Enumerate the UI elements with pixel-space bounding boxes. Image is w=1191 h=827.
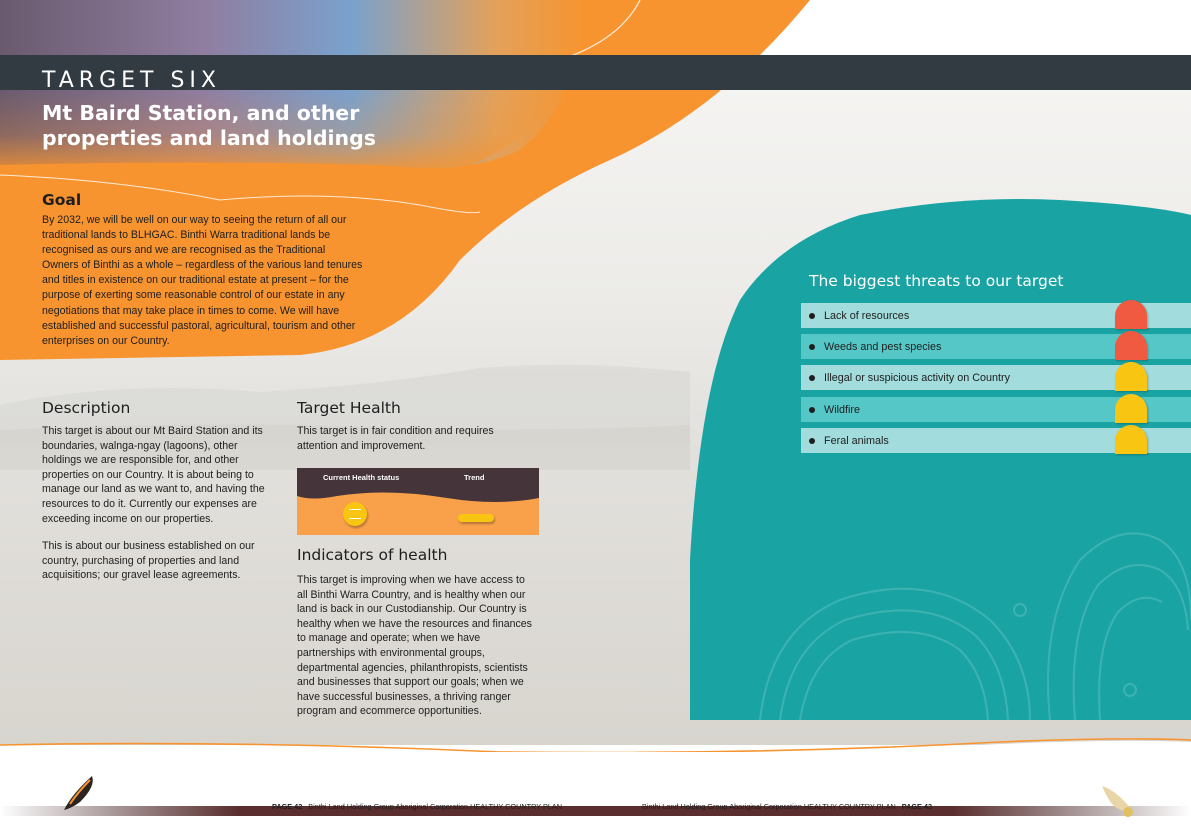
medium-threat-icon (1115, 394, 1147, 423)
description-heading: Description (42, 399, 131, 417)
feather-left-icon (58, 772, 103, 814)
target-health-heading: Target Health (297, 399, 401, 417)
target-label: TARGET SIX (42, 68, 221, 93)
goal-text: By 2032, we will be well on our way to seeing the return of all our traditional lands to BLHGAC. Binthi Warra traditional lands be recognised as ours and we are recognised as the Traditional Owners of Binthi as a whole – regardless of the various land tenures and titles in existence on our traditional estate at present – for the purpose of exerting some reasonable control of our estate in any negotiations that may take place in times to come. We will have established and successful pastoral, agricultural, tourism and other enterprises on our Country. (42, 214, 363, 347)
bullet-icon (809, 375, 815, 381)
bullet-icon (809, 407, 815, 413)
target-health-text: This target is in fair condition and requires attention and improvement. (297, 425, 494, 452)
bullet-icon (809, 313, 815, 319)
threat-row (801, 365, 1191, 390)
health-status-panel (297, 468, 539, 535)
footer-left-text: Binthi Land Holding Group Aboriginal Corporation HEALTHY COUNTRY PLAN (308, 802, 563, 811)
threat-row (801, 428, 1191, 453)
footer-left (272, 802, 562, 811)
bullet-icon (809, 344, 815, 350)
threat-row (801, 303, 1191, 328)
threat-label: Feral animals (824, 434, 889, 447)
threat-label: Lack of resources (824, 309, 910, 322)
threat-label: Weeds and pest species (824, 340, 942, 353)
page-number-right: PAGE 43 (901, 802, 933, 811)
high-threat-icon (1115, 331, 1147, 360)
description-para-1: This target is about our Mt Baird Station and its boundaries, walnga-ngay (lagoons), other holdings we are responsible for, and other properties on our Country. It is about being to manage our land as we want to, and having the resources to do it. Currently our expenses are exceeding income on our properties. (42, 425, 265, 525)
threat-label: Illegal or suspicious activity on Country (824, 371, 1011, 384)
medium-threat-icon (1115, 362, 1147, 391)
threat-row (801, 334, 1191, 359)
trend-label: Trend (464, 473, 485, 482)
threats-title: The biggest threats to our target (809, 272, 1064, 290)
current-health-label: Current Health status (323, 473, 400, 482)
goal-heading: Goal (42, 191, 82, 209)
threat-row (801, 397, 1191, 422)
page-number-left: PAGE 42 (272, 802, 303, 811)
page-title: Mt Baird Station, and other properties and land holdings (42, 101, 377, 150)
description-para-2: This is about our business established on our country, purchasing of properties and land acquisitions; our gravel lease agreements. (42, 540, 255, 582)
bullet-icon (809, 438, 815, 444)
medium-threat-icon (1115, 425, 1147, 454)
indicators-heading: Indicators of health (297, 546, 448, 564)
footer-right (642, 802, 932, 811)
stable-trend-icon (458, 514, 494, 522)
fair-status-icon (343, 502, 367, 526)
high-threat-icon (1115, 300, 1147, 329)
feather-right-icon (1098, 780, 1143, 822)
threat-label: Wildfire (824, 403, 860, 416)
footer-right-text: Binthi Land Holding Group Aboriginal Corporation HEALTHY COUNTRY PLAN (642, 802, 896, 811)
indicators-text: This target is improving when we have access to all Binthi Warra Country, and is healthy when our land is back in our Custodianship. Our Country is healthy when we have the resources and finances to manage and operate; when we have partnerships with environmental groups, departmental agencies, philanthropists, scientists and businesses that support our goals; when we have successful businesses, a thriving ranger program and ecommerce opportunities. (297, 574, 532, 718)
